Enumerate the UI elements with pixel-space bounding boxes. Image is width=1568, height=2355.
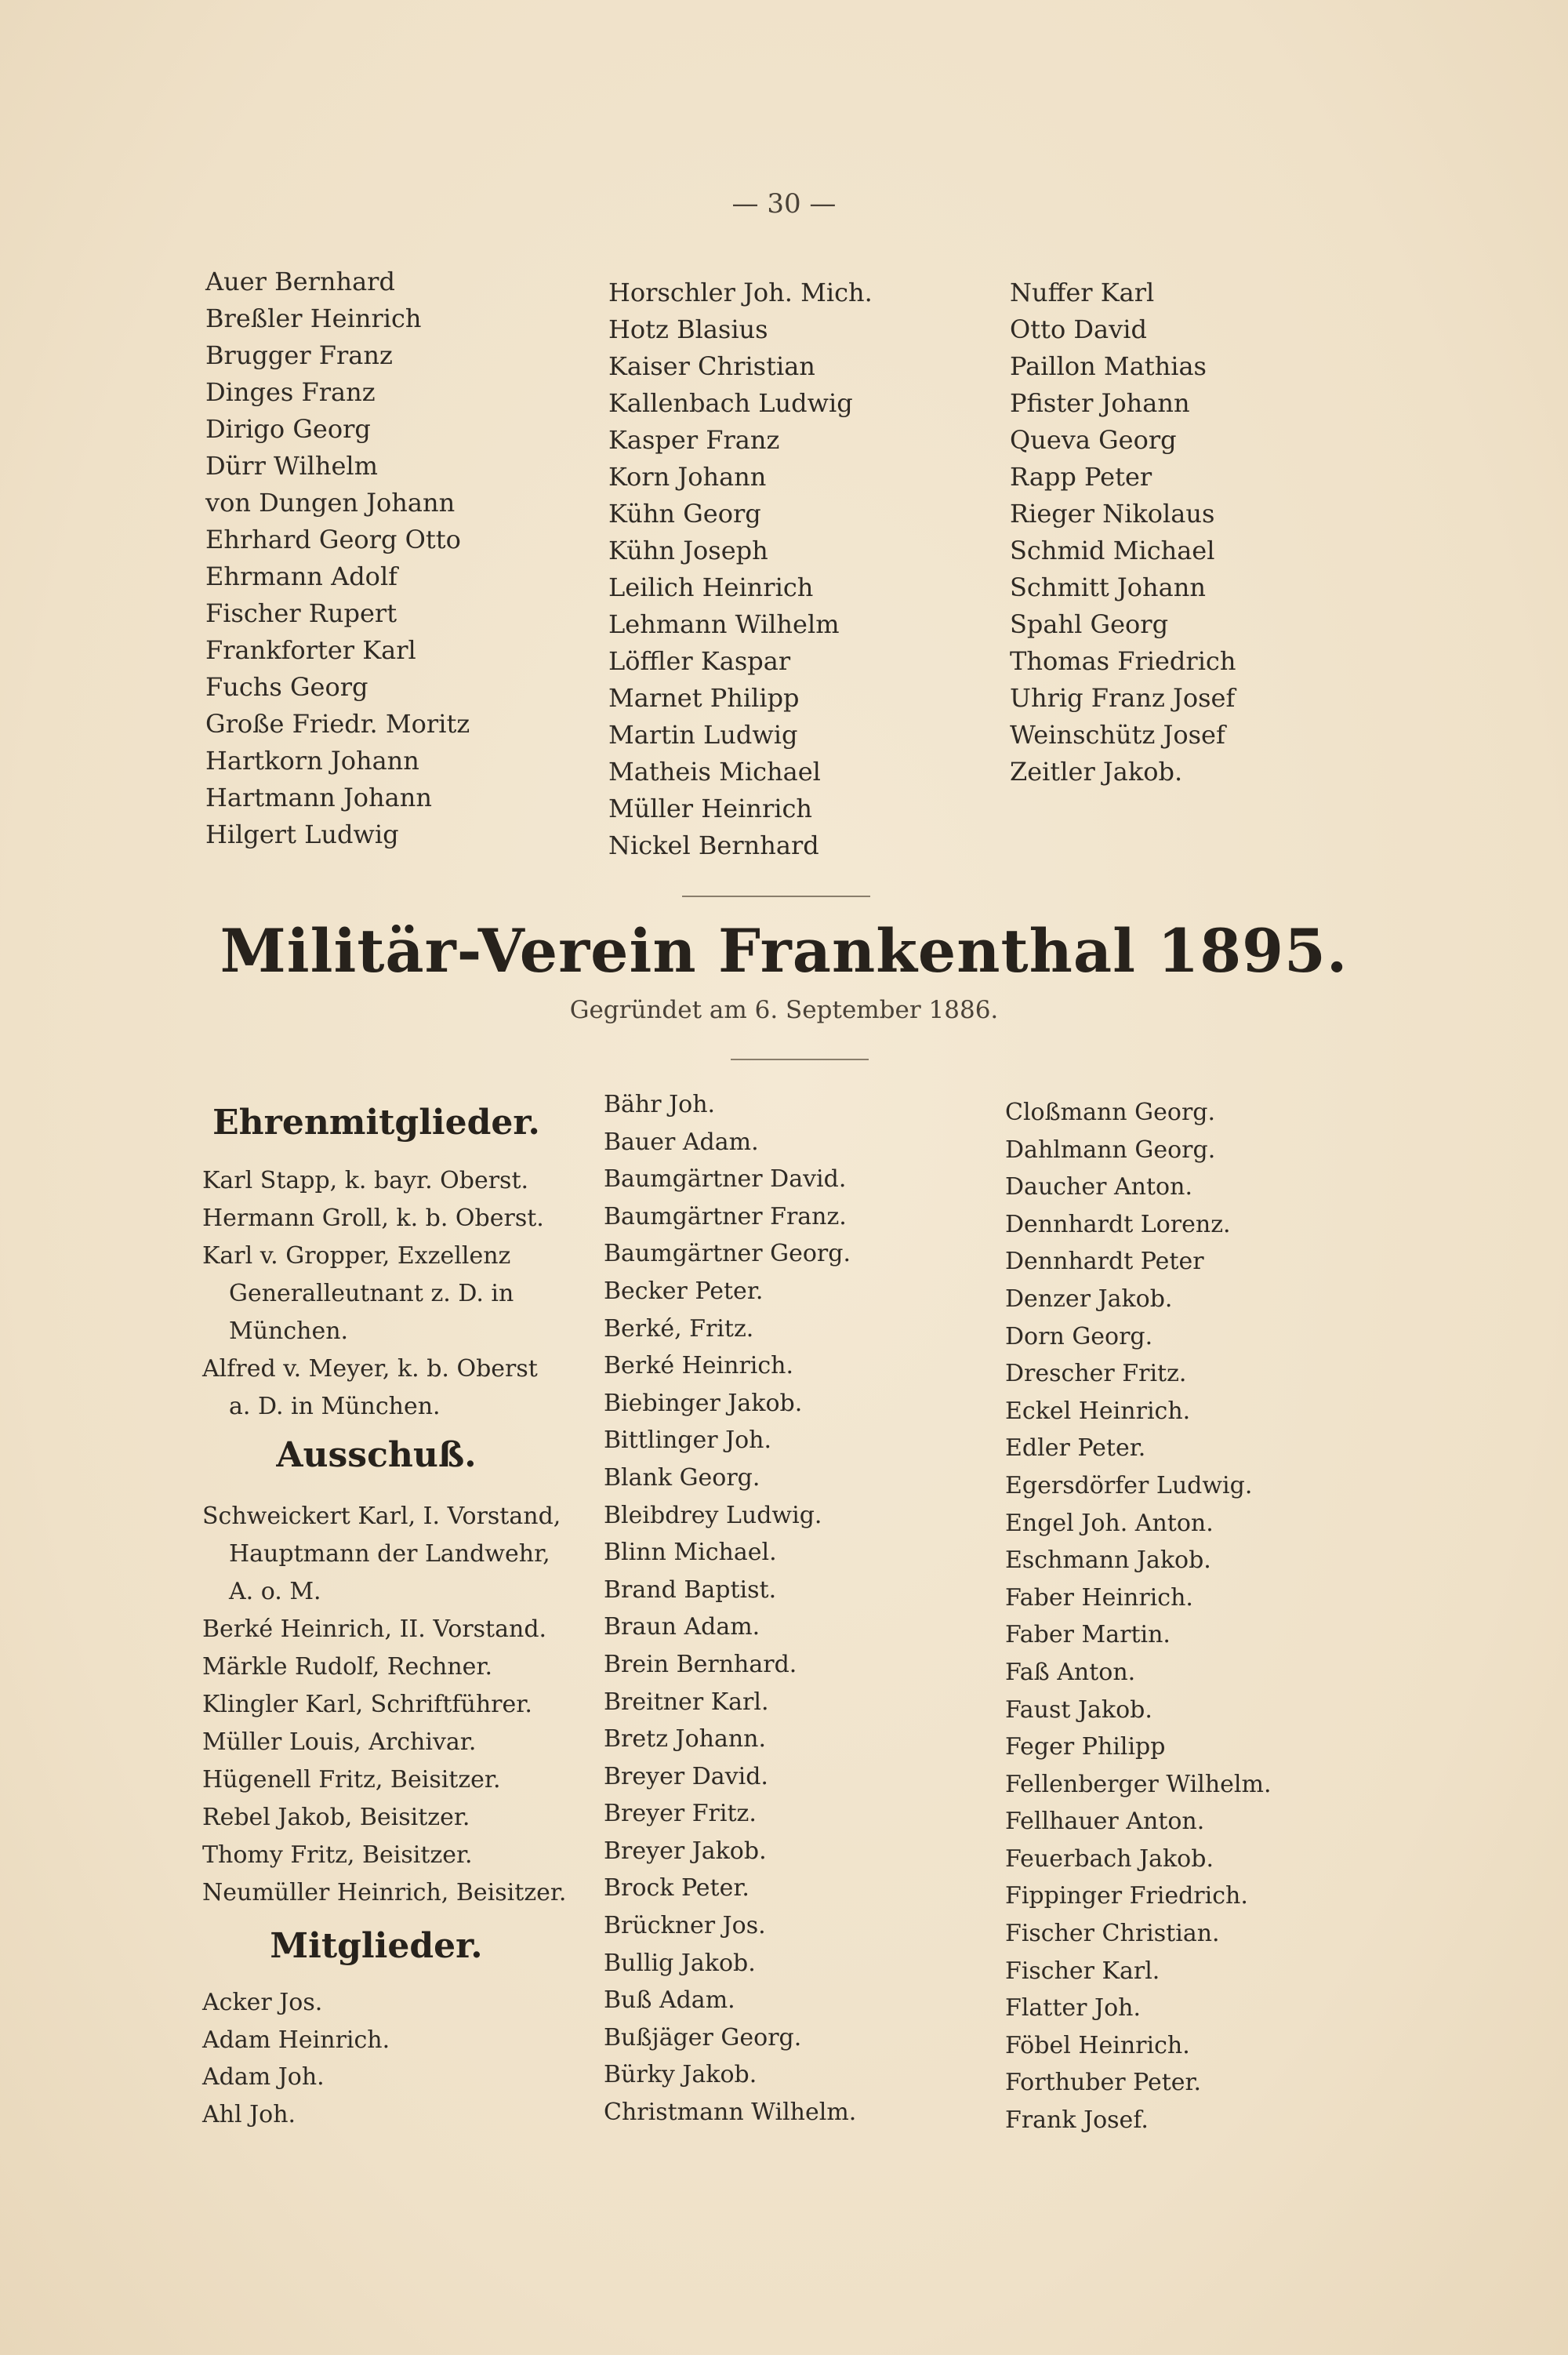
list-item: Fischer Rupert xyxy=(205,598,397,628)
member-item: Fellenberger Wilhelm. xyxy=(1005,1770,1272,1798)
list-item: Hotz Blasius xyxy=(608,314,768,344)
member-item: Faß Anton. xyxy=(1005,1658,1136,1686)
member-item: Bauer Adam. xyxy=(604,1128,759,1156)
list-item: Weinschütz Josef xyxy=(1010,720,1225,750)
list-item: Brugger Franz xyxy=(205,340,393,370)
member-item: Christmann Wilhelm. xyxy=(604,2099,857,2127)
member-item: Forthuber Peter. xyxy=(1005,2069,1202,2097)
list-item: Hilgert Ludwig xyxy=(205,820,399,849)
list-item: Uhrig Franz Josef xyxy=(1010,683,1236,713)
member-item: Adam Joh. xyxy=(202,2063,325,2092)
list-item: Paillon Mathias xyxy=(1010,351,1207,381)
list-item: Große Friedr. Moritz xyxy=(205,709,470,739)
member-item: Acker Jos. xyxy=(202,1989,323,2016)
member-item: Eschmann Jakob. xyxy=(1005,1546,1211,1575)
member-item: Berké Heinrich. xyxy=(604,1352,794,1380)
committee-member-line: Thomy Fritz, Beisitzer. xyxy=(202,1841,473,1869)
member-item: Baumgärtner David. xyxy=(604,1165,847,1194)
honorary-member-line: Alfred v. Meyer, k. b. Oberst xyxy=(202,1355,538,1383)
committee-member-line: Hügenell Fritz, Beisitzer. xyxy=(202,1766,501,1794)
member-item: Breyer David. xyxy=(604,1762,768,1790)
mitglieder-column-1 xyxy=(202,1984,390,2133)
list-item: Rapp Peter xyxy=(1010,462,1152,492)
member-item: Dorn Georg. xyxy=(1005,1322,1153,1350)
list-item: Martin Ludwig xyxy=(608,720,798,750)
member-item: Eckel Heinrich. xyxy=(1005,1397,1191,1425)
committee-member-line: A. o. M. xyxy=(229,1578,321,1605)
member-item: Daucher Anton. xyxy=(1005,1173,1192,1201)
member-item: Adam Heinrich. xyxy=(202,2026,390,2054)
list-item: Löffler Kaspar xyxy=(608,646,791,676)
list-item: Frankforter Karl xyxy=(205,635,416,665)
member-item: Brückner Jos. xyxy=(604,1912,766,1940)
member-item: Bußjäger Georg. xyxy=(604,2023,802,2052)
member-item: Edler Peter. xyxy=(1005,1434,1146,1463)
honorary-member-line: Hermann Groll, k. b. Oberst. xyxy=(202,1205,544,1232)
list-item: Queva Georg xyxy=(1010,425,1177,455)
member-item: Bretz Johann. xyxy=(604,1725,767,1754)
member-item: Baumgärtner Georg. xyxy=(604,1240,851,1268)
honorary-member-line: Karl Stapp, k. bayr. Oberst. xyxy=(202,1167,529,1194)
member-item: Brock Peter. xyxy=(604,1874,750,1903)
member-item: Blank Georg. xyxy=(604,1463,760,1492)
member-item: Bähr Joh. xyxy=(604,1091,716,1118)
list-item: Kasper Franz xyxy=(608,425,780,455)
list-item: Thomas Friedrich xyxy=(1010,646,1236,676)
honorary-member-line: München. xyxy=(229,1317,349,1345)
section-title: Militär-Verein Frankenthal 1895. xyxy=(220,916,1348,986)
committee-member-line: Neumüller Heinrich, Beisitzer. xyxy=(202,1879,567,1906)
divider-bottom xyxy=(731,1059,869,1060)
member-item: Frank Josef. xyxy=(1005,2106,1149,2135)
list-item: Matheis Michael xyxy=(608,757,821,787)
member-item: Feuerbach Jakob. xyxy=(1005,1844,1214,1873)
mitglieder-column-2 xyxy=(604,1086,856,2131)
list-item: Schmitt Johann xyxy=(1010,572,1206,602)
member-item: Faber Heinrich. xyxy=(1005,1583,1193,1612)
honorary-member-line: Generalleutnant z. D. in xyxy=(229,1280,514,1307)
page-number: — 30 — xyxy=(731,188,837,220)
member-item: Dennhardt Lorenz. xyxy=(1005,1210,1231,1238)
member-item: Brand Baptist. xyxy=(604,1575,777,1604)
honorary-member-line: Karl v. Gropper, Exzellenz xyxy=(202,1242,511,1270)
list-item: Kühn Joseph xyxy=(608,536,768,565)
member-item: Föbel Heinrich. xyxy=(1005,2031,1190,2059)
list-item: Dürr Wilhelm xyxy=(205,451,378,481)
list-item: Rieger Nikolaus xyxy=(1010,499,1215,529)
member-item: Bullig Jakob. xyxy=(604,1949,756,1977)
list-item: Korn Johann xyxy=(608,462,767,492)
ausschuss-list xyxy=(202,1498,566,1912)
top-list-column-3 xyxy=(1010,274,1236,790)
member-item: Denzer Jakob. xyxy=(1005,1285,1173,1313)
list-item: Horschler Joh. Mich. xyxy=(608,278,873,307)
member-item: Ahl Joh. xyxy=(202,2100,296,2128)
member-item: Fischer Karl. xyxy=(1005,1957,1160,1985)
honorary-member-line: a. D. in München. xyxy=(229,1393,441,1420)
member-item: Breitner Karl. xyxy=(604,1688,769,1716)
committee-member-line: Rebel Jakob, Beisitzer. xyxy=(202,1804,470,1831)
ausschuss-heading: Ausschuß. xyxy=(276,1435,477,1475)
member-item: Cloßmann Georg. xyxy=(1005,1099,1216,1126)
list-item: Nuffer Karl xyxy=(1010,278,1155,307)
list-item: Dinges Franz xyxy=(205,377,376,407)
member-item: Blinn Michael. xyxy=(604,1539,777,1567)
list-item: Kaiser Christian xyxy=(608,351,815,381)
member-item: Becker Peter. xyxy=(604,1277,764,1305)
member-item: Egersdörfer Ludwig. xyxy=(1005,1471,1253,1499)
list-item: Spahl Georg xyxy=(1010,609,1169,639)
mitglieder-column-3 xyxy=(1005,1094,1271,2139)
member-item: Flatter Joh. xyxy=(1005,1994,1141,2022)
member-item: Baumgärtner Franz. xyxy=(604,1202,847,1230)
mitglieder-heading: Mitglieder. xyxy=(270,1926,483,1966)
member-item: Dennhardt Peter xyxy=(1005,1248,1204,1276)
member-item: Berké, Fritz. xyxy=(604,1314,754,1343)
list-item: Dirigo Georg xyxy=(205,414,371,444)
list-item: von Dungen Johann xyxy=(205,488,456,518)
member-item: Fippinger Friedrich. xyxy=(1005,1882,1248,1910)
member-item: Buß Adam. xyxy=(604,1986,735,2015)
list-item: Otto David xyxy=(1010,314,1147,344)
divider-top xyxy=(682,896,870,897)
member-item: Breyer Jakob. xyxy=(604,1837,767,1865)
member-item: Brein Bernhard. xyxy=(604,1650,797,1678)
list-item: Marnet Philipp xyxy=(608,683,800,713)
top-list-column-1 xyxy=(205,263,470,853)
member-item: Bleibdrey Ludwig. xyxy=(604,1501,822,1529)
committee-member-line: Berké Heinrich, II. Vorstand. xyxy=(202,1615,547,1643)
list-item: Kühn Georg xyxy=(608,499,761,529)
ehrenmitglieder-heading: Ehrenmitglieder. xyxy=(212,1103,540,1143)
member-item: Breyer Fritz. xyxy=(604,1800,757,1828)
top-list-column-2 xyxy=(608,274,873,864)
committee-member-line: Müller Louis, Archivar. xyxy=(202,1728,477,1756)
member-item: Biebinger Jakob. xyxy=(604,1389,803,1417)
list-item: Fuchs Georg xyxy=(205,672,368,702)
member-item: Bürky Jakob. xyxy=(604,2061,757,2089)
list-item: Müller Heinrich xyxy=(608,794,812,823)
list-item: Auer Bernhard xyxy=(205,267,395,296)
committee-member-line: Hauptmann der Landwehr, xyxy=(229,1540,550,1568)
committee-member-line: Märkle Rudolf, Rechner. xyxy=(202,1653,493,1681)
section-subtitle: Gegründet am 6. September 1886. xyxy=(569,996,999,1024)
list-item: Schmid Michael xyxy=(1010,536,1215,565)
list-item: Kallenbach Ludwig xyxy=(608,388,853,418)
list-item: Nickel Bernhard xyxy=(608,830,819,860)
member-item: Drescher Fritz. xyxy=(1005,1360,1187,1388)
list-item: Ehrhard Georg Otto xyxy=(205,525,461,554)
member-item: Dahlmann Georg. xyxy=(1005,1136,1216,1164)
member-item: Feger Philipp xyxy=(1005,1733,1166,1761)
committee-member-line: Schweickert Karl, I. Vorstand, xyxy=(202,1503,561,1530)
member-item: Faber Martin. xyxy=(1005,1621,1171,1649)
member-item: Engel Joh. Anton. xyxy=(1005,1509,1214,1537)
list-item: Hartkorn Johann xyxy=(205,746,419,776)
member-item: Fellhauer Anton. xyxy=(1005,1808,1205,1836)
list-item: Ehrmann Adolf xyxy=(205,561,398,591)
list-item: Breßler Heinrich xyxy=(205,303,422,333)
member-item: Bittlinger Joh. xyxy=(604,1426,772,1455)
list-item: Leilich Heinrich xyxy=(608,572,814,602)
list-item: Zeitler Jakob. xyxy=(1010,757,1183,787)
committee-member-line: Klingler Karl, Schriftführer. xyxy=(202,1691,532,1718)
list-item: Hartmann Johann xyxy=(205,783,432,812)
list-item: Pfister Johann xyxy=(1010,388,1190,418)
member-item: Braun Adam. xyxy=(604,1613,760,1641)
ehrenmitglieder-list xyxy=(202,1162,544,1426)
list-item: Lehmann Wilhelm xyxy=(608,609,840,639)
member-item: Faust Jakob. xyxy=(1005,1695,1152,1724)
member-item: Fischer Christian. xyxy=(1005,1920,1220,1948)
